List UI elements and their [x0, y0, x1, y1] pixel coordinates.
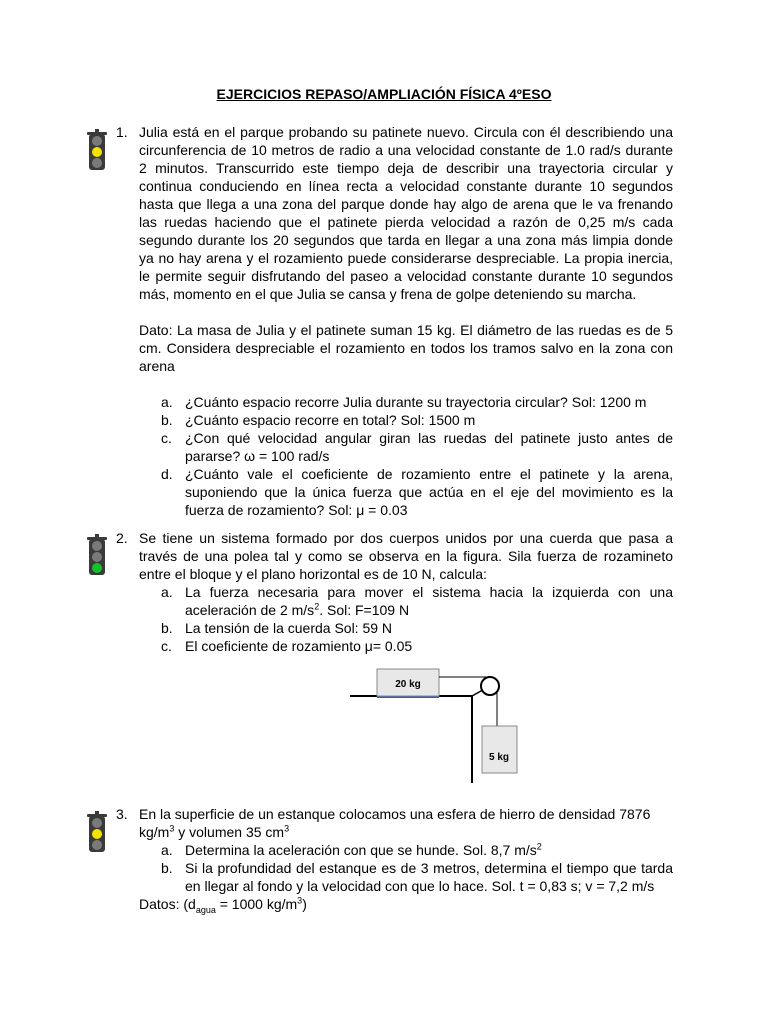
traffic-light-yellow-icon	[86, 811, 108, 853]
exercise-number: 1.	[116, 124, 128, 140]
traffic-light-green-icon	[86, 534, 108, 576]
exercise-number: 2.	[116, 530, 128, 546]
question-item: b. ¿Cuánto espacio recorre en total? Sol: 1500 m	[161, 412, 476, 428]
question-item: c. ¿Con qué velocidad angular giran las ruedas del patinete justo antes de pararse? ω = 100 rad/s	[161, 430, 673, 464]
exercise-statement-line: En la superficie de un estanque colocamos una esfera de hierro de densidad 7876	[139, 806, 651, 822]
exercise-number: 3.	[116, 806, 128, 822]
block-hanging	[482, 726, 517, 773]
exercise-data: Datos: ($d_{agua} = 1000$ $kg/m^3$)	[139, 895, 307, 915]
pulley-icon	[481, 677, 499, 695]
page-title: EJERCICIOS REPASO/AMPLIACIÓN FÍSICA 4ºESO	[216, 86, 552, 102]
traffic-light-yellow-icon	[86, 129, 108, 171]
exercise-statement: Julia está en el parque probando su patinete nuevo. Circula con él describiendo una circunferencia de 10 metros de radio a una velocidad constante de 1.0 rad/s durante 2 minutos. Transcurrido este tiempo deja de describir una trayectoria circular y continua conduciendo en línea recta a velocidad constante durante 10 segundos hasta que llega a una zona del parque donde hay algo de arena que le va frenando las ruedas haciendo que el patinete pierda velocidad a razón de 0,25 m/s cada segundo durante los 20 segundos que tarda en llegar a una zona más limpia donde ya no hay arena y el rozamiento puede considerarse despreciable. La propia inercia, le permite seguir disfrutando del paseo a velocidad constante durante 10 segundos más, momento en el que Julia se cansa y frena de golpe deteniendo su marcha.	[139, 124, 673, 302]
block-top-label: 20 kg	[395, 679, 421, 690]
question-item: d. ¿Cuánto vale el coeficiente de rozamiento entre el patinete y la arena, suponiendo que la única fuerza que actúa en el eje del movimiento es la fuerza de rozamiento? Sol: μ = 0.03	[161, 466, 673, 518]
block-hanging-label: 5 kg	[488, 752, 510, 763]
exercise-statement: Se tiene un sistema formado por dos cuerpos unidos por una cuerda que pasa a través de una polea tal y como se observa en la figura. Sila fuerza de rozamineto entre el bloque y el plano horizontal es de 10 N, calcula:	[139, 530, 673, 582]
exercise-data: Dato: La masa de Julia y el patinete suman 15 kg. El diámetro de las ruedas es de 5 cm. Considera despreciable el rozamiento en todos los tramos salvo en la zona con arena	[139, 322, 673, 374]
question-item: c. El coeficiente de rozamiento μ= 0.05	[161, 638, 413, 654]
question-item: a. La fuerza necesaria para mover el sistema hacia la izquierda con una aceleración de 2 $m/s^2$. Sol: F=109 N	[161, 584, 673, 618]
question-item: b. La tensión de la cuerda Sol: 59 N	[161, 620, 393, 636]
question-item: b. Si la profundidad del estanque es de 3 metros, determina el tiempo que tarda en llegar al fondo y la velocidad con que lo hace. Sol. t = 0,83 s; v = 7,2 m/s	[161, 860, 673, 894]
question-item: a. ¿Cuánto espacio recorre Julia durante su trayectoria circular? Sol: 1200 m	[161, 394, 647, 410]
pulley-diagram	[350, 666, 530, 786]
exercise-statement-line: $kg/m^3$ y volumen 35 $cm^3$	[139, 823, 290, 840]
question-item: a. Determina la aceleración con que se hunde. Sol. 8,7 $m/s^2$	[161, 841, 542, 858]
